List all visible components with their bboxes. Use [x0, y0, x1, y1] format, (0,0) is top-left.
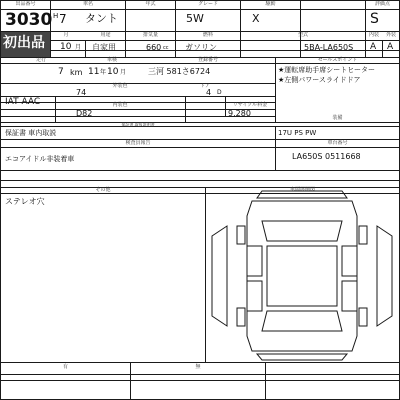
option-line-1: ★運転席助手席シートヒーター: [278, 66, 375, 74]
grade-label: グレード: [197, 1, 218, 7]
side-right: [377, 226, 392, 326]
interior-label: 内装: [368, 32, 379, 38]
score-value: S: [370, 11, 379, 27]
documents-label: 保証書 取扱説明書: [121, 122, 155, 127]
damage-value: ステレオ穴: [5, 197, 45, 206]
damage-label: その他: [95, 187, 111, 193]
documents-value: 保証書 車内取説: [5, 129, 57, 137]
footer-label-a: 有: [62, 364, 68, 370]
vehicle-diagram: [207, 186, 397, 361]
cc-label: 排気量: [142, 32, 158, 38]
doors-value: 4: [206, 88, 212, 97]
color-code-value: 74: [76, 88, 87, 97]
frame-value: LA650S 0511668: [292, 152, 361, 161]
wheel-front-left: [237, 226, 245, 244]
month-label: 月: [63, 32, 69, 38]
options-label: セールスポイント: [317, 57, 358, 63]
model-year-label: 年式: [145, 1, 156, 7]
lot-label: 出品番号: [15, 1, 36, 7]
model-code-value: 5BA-LA650S: [304, 43, 354, 52]
frame-label: 車台番号: [327, 140, 348, 146]
lot-number: 3030: [5, 10, 53, 30]
transmission-value: IAT AAC: [5, 97, 41, 107]
wheel-front-right: [359, 226, 367, 244]
usage-label: 用途: [100, 32, 111, 38]
equipment-value: 17U PS PW: [278, 129, 317, 137]
trim-value: D82: [76, 109, 93, 118]
inspection-label: 車検: [106, 57, 117, 63]
door-right-rear: [342, 281, 357, 311]
mileage-value: 7: [58, 67, 64, 77]
inspection-month-unit: 月: [120, 69, 127, 76]
drive-label: 駆動: [265, 1, 276, 7]
grade-value: 5W: [186, 12, 204, 25]
price-value: 9,280: [228, 109, 251, 118]
inspection-month: 10: [107, 67, 119, 77]
cc-unit: cc: [163, 45, 169, 51]
rear-bumper: [257, 354, 347, 360]
year-era: H: [53, 12, 59, 20]
month-unit: 月: [75, 44, 82, 51]
interior-score: A: [370, 42, 377, 52]
model-code-label: 型式: [297, 32, 308, 38]
exterior-score: A: [387, 42, 394, 52]
year: 7: [59, 12, 67, 26]
exterior-label: 外装: [385, 32, 396, 38]
wheel-rear-right: [359, 308, 367, 326]
door-left-rear: [247, 281, 262, 311]
month-value: 10: [60, 42, 72, 52]
wheel-rear-left: [237, 308, 245, 326]
rear-windshield: [262, 311, 342, 331]
doors-unit: D: [217, 89, 222, 96]
car-name-label: 車名: [82, 1, 93, 7]
front-bumper: [257, 191, 347, 198]
inspection-year-unit: 年: [100, 69, 107, 76]
plate-value: 三河 581さ6724: [148, 67, 211, 76]
score-label: 評価点: [374, 1, 390, 7]
usage-value: 自家用: [92, 43, 116, 52]
roof-outline: [267, 246, 337, 306]
inspection-year: 11: [88, 67, 100, 77]
fuel-label: 燃料: [202, 32, 213, 38]
footer-label-b: 無: [195, 364, 201, 370]
price-label: リサイクル料金: [232, 102, 268, 108]
side-left: [212, 226, 227, 326]
notes-label: 検査員報告: [125, 140, 151, 146]
notes-value: エコアイドル非装着車: [5, 155, 75, 163]
door-left-front: [247, 246, 262, 276]
trim-label: 内装色: [112, 102, 128, 108]
car-name: タント: [85, 12, 118, 25]
option-line-2: ★左側パワースライドドア: [278, 76, 361, 84]
drive-value: X: [252, 12, 260, 25]
doors-label: ドア: [200, 83, 210, 89]
door-right-front: [342, 246, 357, 276]
first-time-badge: 初出品: [3, 35, 45, 51]
color-label: 外装色: [112, 83, 128, 89]
fuel-value: ガソリン: [185, 43, 217, 52]
displacement-value: 660: [146, 43, 162, 52]
body-outline: [247, 201, 357, 351]
mileage-label: 走行: [35, 57, 46, 63]
diagram-label: 車両展開図: [289, 187, 315, 193]
plate-label: 登録番号: [197, 57, 218, 63]
front-windshield: [262, 221, 342, 241]
equipment-label: 装備: [332, 115, 343, 121]
mileage-unit: km: [70, 68, 83, 77]
